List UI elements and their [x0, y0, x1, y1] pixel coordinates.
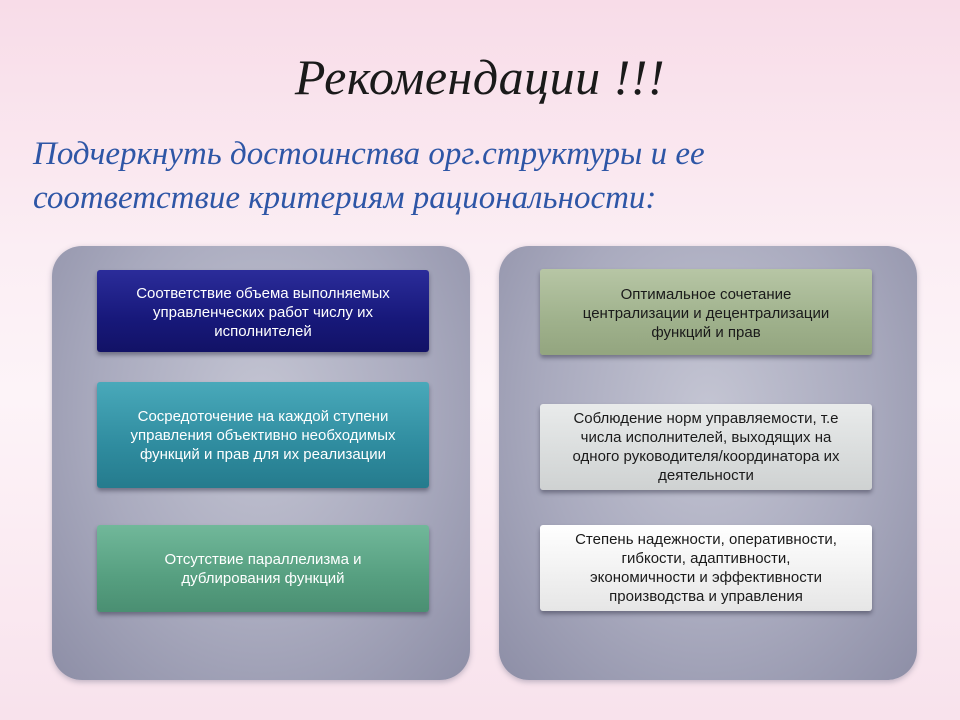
criterion-card-reliability: [540, 525, 872, 611]
criterion-line: одного руководителя/координатора их: [572, 448, 840, 465]
criterion-line: Соблюдение норм управляемости, т.е: [573, 410, 839, 427]
criterion-card-span-of-control: [540, 404, 872, 490]
criterion-line: числа исполнителей, выходящих на: [580, 429, 832, 446]
criterion-line: дублирования функций: [181, 569, 345, 587]
criterion-card-text: [573, 409, 840, 485]
criterion-card-functions-concentration: [97, 382, 429, 488]
criterion-card-text: [164, 550, 361, 588]
criterion-line: производства и управления: [609, 588, 803, 605]
criterion-line: Сосредоточение на каждой ступени: [137, 407, 389, 425]
criterion-card-text: [130, 407, 395, 464]
criterion-card-text: [583, 285, 829, 342]
slide-title: Рекомендации !!!: [294, 49, 666, 105]
criterion-line: гибкости, адаптивности,: [621, 550, 791, 567]
subtitle-line-1: Подчеркнуть достоинства орг.структуры и ее: [33, 136, 705, 172]
criterion-line: экономичности и эффективности: [590, 569, 822, 586]
right-criteria-panel: [499, 246, 917, 680]
left-criteria-panel: [52, 246, 470, 680]
criterion-card-volume-of-work: [97, 270, 429, 352]
criterion-card-text: [136, 284, 390, 341]
criterion-card-centralization-balance: [540, 269, 872, 355]
criterion-line: централизации и децентрализации: [582, 305, 830, 322]
criterion-line: функций и прав для их реализации: [139, 445, 387, 463]
criterion-line: исполнителей: [214, 323, 312, 340]
criterion-line: Степень надежности, оперативности,: [575, 531, 837, 548]
criterion-line: управления объективно необходимых: [130, 426, 396, 444]
slide-subtitle: [33, 132, 913, 220]
criterion-line: деятельности: [658, 467, 754, 484]
criterion-line: Соответствие объема выполняемых: [136, 285, 390, 302]
criterion-card-text: [575, 530, 837, 606]
criterion-card-no-duplication: [97, 525, 429, 612]
subtitle-line-2: соответствие критериям рациональности:: [33, 180, 657, 216]
criterion-line: управленческих работ числу их: [153, 304, 373, 321]
criterion-line: Оптимальное сочетание: [620, 286, 792, 303]
criterion-line: Отсутствие параллелизма и: [164, 550, 362, 568]
criterion-line: функций и прав: [651, 324, 761, 341]
